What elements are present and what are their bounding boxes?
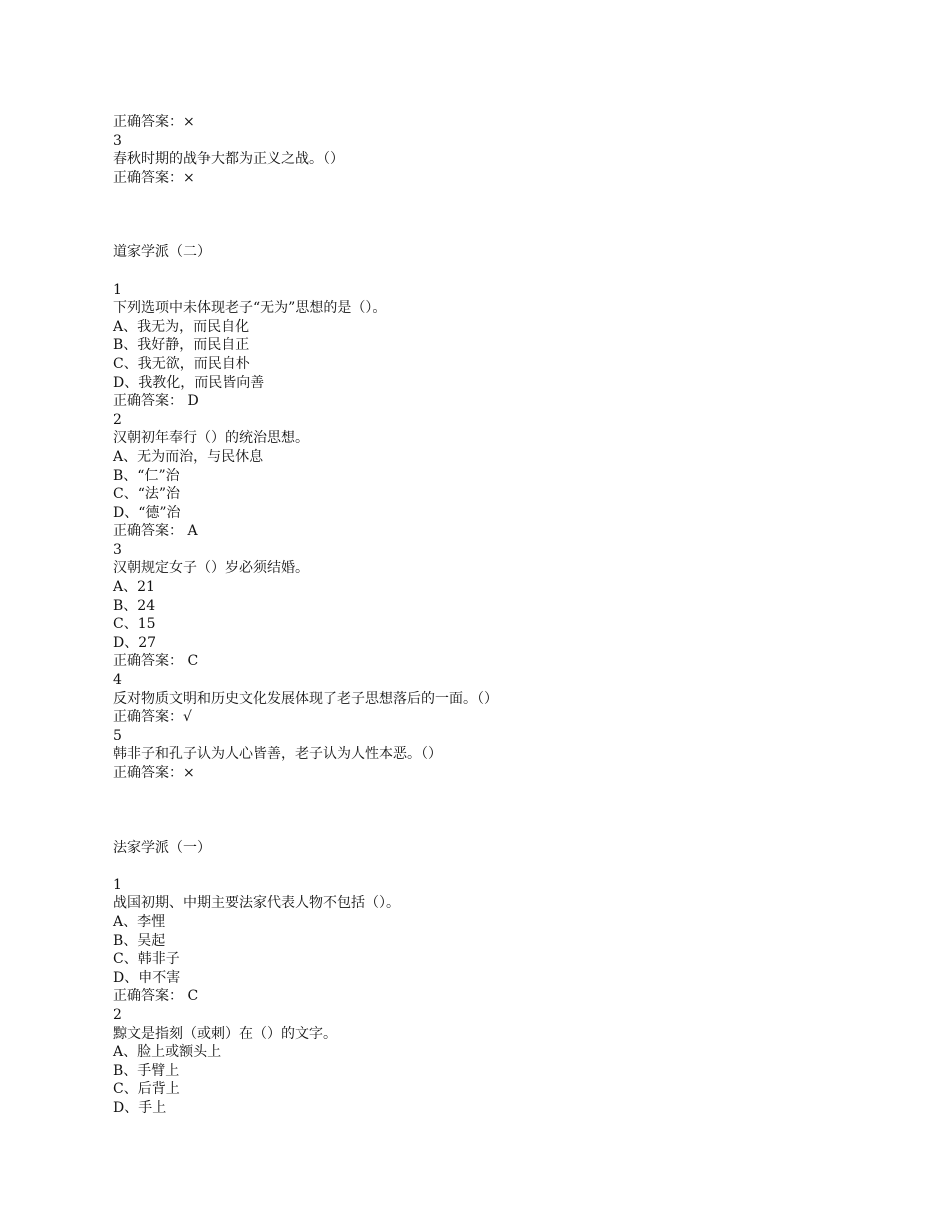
option-c: C、韩非子 [113, 951, 180, 968]
section-title: 法家学派（一） [113, 839, 211, 856]
question-text: 反对物质文明和历史文化发展体现了老子思想落后的一面。（） [113, 690, 498, 707]
option-d: D、“德”治 [113, 504, 181, 521]
option-c: C、后背上 [113, 1081, 180, 1098]
option-b: B、24 [113, 597, 156, 614]
option-a: A、脸上或额头上 [113, 1044, 222, 1061]
answer-line: 正确答案：× [113, 169, 195, 186]
question-text: 战国初期、中期主要法家代表人物不包括（）。 [113, 895, 400, 912]
answer-line: 正确答案： D [113, 393, 199, 410]
question-number: 1 [113, 876, 122, 893]
question-number: 3 [113, 541, 122, 558]
option-b: B、我好静，而民自正 [113, 337, 250, 354]
question-text: 黥文是指刻（或刺）在（）的文字。 [113, 1025, 337, 1042]
question-text: 汉朝初年奉行（）的统治思想。 [113, 430, 309, 447]
answer-line: 正确答案： C [113, 988, 199, 1005]
option-b: B、“仁”治 [113, 467, 180, 484]
option-a: A、无为而治，与民休息 [113, 448, 264, 465]
question-number: 2 [113, 411, 122, 428]
question-text: 汉朝规定女子（）岁必须结婚。 [113, 560, 309, 577]
document-body [113, 113, 893, 1118]
option-d: D、申不害 [113, 969, 181, 986]
section-title: 道家学派（二） [113, 244, 211, 261]
question-number: 1 [113, 281, 122, 298]
question-text: 下列选项中未体现老子“无为”思想的是（）。 [113, 300, 387, 317]
option-a: A、李悝 [113, 913, 166, 930]
option-c: C、“法”治 [113, 486, 181, 503]
question-number: 3 [113, 132, 122, 149]
question-text: 韩非子和孔子认为人心皆善，老子认为人性本恶。（） [113, 746, 442, 763]
answer-line: 正确答案：× [113, 114, 195, 130]
answer-line: 正确答案：√ [113, 709, 192, 726]
question-number: 4 [113, 672, 122, 689]
option-d: D、27 [113, 634, 157, 651]
option-b: B、手臂上 [113, 1062, 180, 1079]
question-text: 春秋时期的战争大都为正义之战。（） [113, 151, 344, 168]
option-a: A、21 [113, 579, 155, 596]
option-c: C、我无欲，而民自朴 [113, 355, 250, 372]
question-number: 5 [113, 727, 122, 744]
option-c: C、15 [113, 616, 156, 633]
answer-line: 正确答案：× [113, 765, 195, 781]
option-d: D、手上 [113, 1099, 167, 1116]
option-b: B、吴起 [113, 932, 166, 949]
answer-line: 正确答案： C [113, 653, 199, 670]
answer-line: 正确答案： A [113, 523, 198, 540]
option-a: A、我无为，而民自化 [113, 318, 250, 335]
option-d: D、我教化，而民皆向善 [113, 374, 265, 391]
question-number: 2 [113, 1006, 122, 1023]
